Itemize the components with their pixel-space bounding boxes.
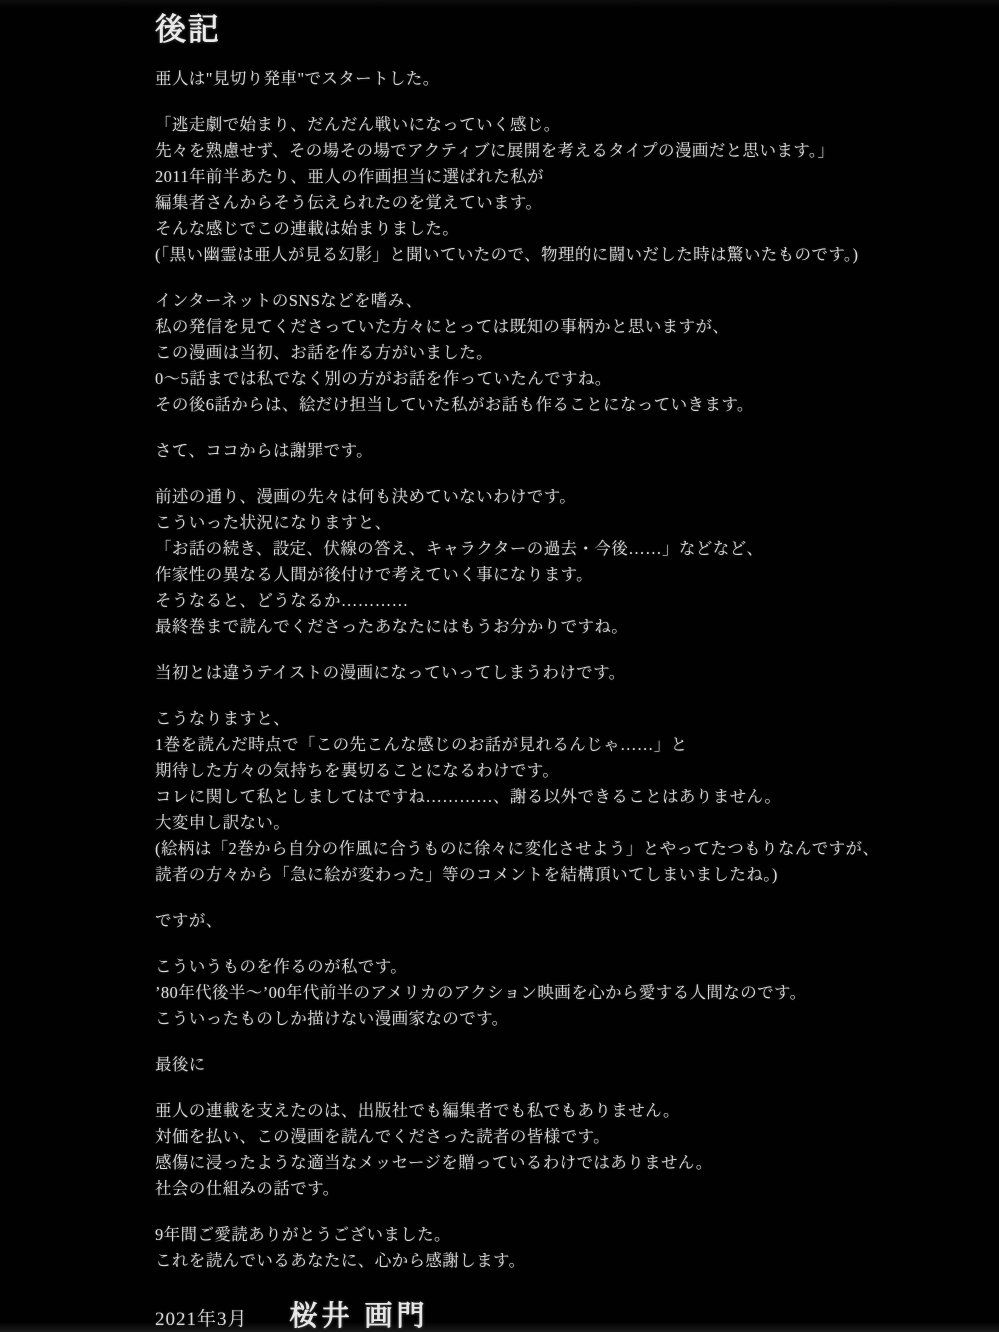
- paragraph: [155, 288, 959, 418]
- paragraph: [155, 484, 959, 640]
- text-line: 1巻を読んだ時点で「この先こんな感じのお話が見れるんじゃ……」と: [155, 735, 688, 754]
- text-line: 前述の通り、漫画の先々は何も決めていないわけです。: [155, 487, 577, 506]
- text-line: 最後に: [155, 1055, 206, 1074]
- paragraph: [155, 706, 959, 888]
- text-line: 0〜5話までは私でなく別の方がお話を作っていたんですね。: [155, 369, 612, 388]
- text-line: (「黒い幽霊は亜人が見る幻影」と聞いていたので、物理的に闘いだした時は驚いたものです。): [155, 245, 859, 264]
- text-line: 期待した方々の気持ちを裏切ることになるわけです。: [155, 761, 560, 780]
- text-line: 作家性の異なる人間が後付けで考えていく事になります。: [155, 565, 594, 584]
- paragraph: [155, 908, 959, 934]
- text-line: 最終巻まで読んでくださったあなたにはもうお分かりですね。: [155, 617, 629, 636]
- text-line: 亜人は"見切り発車"でスタートした。: [155, 69, 440, 88]
- paragraph: [155, 1052, 959, 1078]
- text-line: ですが、: [155, 911, 223, 930]
- text-line: こうなりますと、: [155, 709, 291, 728]
- signature-date: 2021年3月: [155, 1309, 248, 1330]
- afterword-body: [155, 66, 959, 1274]
- text-line: 大変申し訳ない。: [155, 813, 291, 832]
- text-line: 9年間ご愛読ありがとうございました。: [155, 1225, 451, 1244]
- text-line: 先々を熟慮せず、その場その場でアクティブに展開を考えるタイプの漫画だと思います。」: [155, 141, 835, 160]
- text-line: インターネットのSNSなどを嗜み、: [155, 291, 423, 310]
- text-line: さて、ココからは謝罪です。: [155, 441, 374, 460]
- paragraph: [155, 438, 959, 464]
- paragraph: [155, 1098, 959, 1202]
- text-line: こういった状況になりますと、: [155, 513, 392, 532]
- text-line: 編集者さんからそう伝えられたのを覚えています。: [155, 193, 543, 212]
- text-line: コレに関して私としましてはですね…………、謝る以外できることはありません。: [155, 787, 782, 806]
- afterword-title: 後記: [155, 12, 221, 47]
- paragraph: [155, 112, 959, 268]
- text-line: この漫画は当初、お話を作る方がいました。: [155, 343, 493, 362]
- text-line: 読者の方々から「急に絵が変わった」等のコメントを結構頂いてしまいましたね。): [155, 865, 778, 884]
- text-line: 亜人の連載を支えたのは、出版社でも編集者でも私でもありません。: [155, 1101, 680, 1120]
- paragraph: [155, 66, 959, 92]
- paragraph: [155, 954, 959, 1032]
- text-line: (絵柄は「2巻から自分の作風に合うものに徐々に変化させよう」とやってたつもりなんですが、: [155, 839, 880, 858]
- signature: [155, 1294, 959, 1332]
- text-line: その後6話からは、絵だけ担当していた私がお話も作ることになっていきます。: [155, 395, 754, 414]
- signature-author: 桜井 画門: [289, 1301, 429, 1332]
- text-line: 社会の仕組みの話です。: [155, 1179, 340, 1198]
- text-line: そうなると、どうなるか…………: [155, 591, 409, 610]
- text-line: そんな感じでこの連載は始まりました。: [155, 219, 460, 238]
- text-line: こういったものしか描けない漫画家なのです。: [155, 1009, 509, 1028]
- text-line: 感傷に浸ったような適当なメッセージを贈っているわけではありません。: [155, 1153, 713, 1172]
- text-line: 対価を払い、この漫画を読んでくださった読者の皆様です。: [155, 1127, 610, 1146]
- text-line: 「逃走劇で始まり、だんだん戦いになっていく感じ。: [155, 115, 561, 134]
- paragraph: [155, 660, 959, 686]
- text-line: 2011年前半あたり、亜人の作画担当に選ばれた私が: [155, 167, 544, 186]
- text-line: ’80年代後半〜’00年代前半のアメリカのアクション映画を心から愛する人間なのです。: [155, 983, 807, 1002]
- text-line: 当初とは違うテイストの漫画になっていってしまうわけです。: [155, 663, 626, 682]
- text-line: 私の発信を見てくださっていた方々にとっては既知の事柄かと思いますが、: [155, 317, 730, 336]
- text-line: これを読んでいるあなたに、心から感謝します。: [155, 1251, 526, 1270]
- text-line: 「お話の続き、設定、伏線の答え、キャラクターの過去・今後……」などなど、: [155, 539, 764, 558]
- paragraph: [155, 1222, 959, 1274]
- text-line: こういうものを作るのが私です。: [155, 957, 408, 976]
